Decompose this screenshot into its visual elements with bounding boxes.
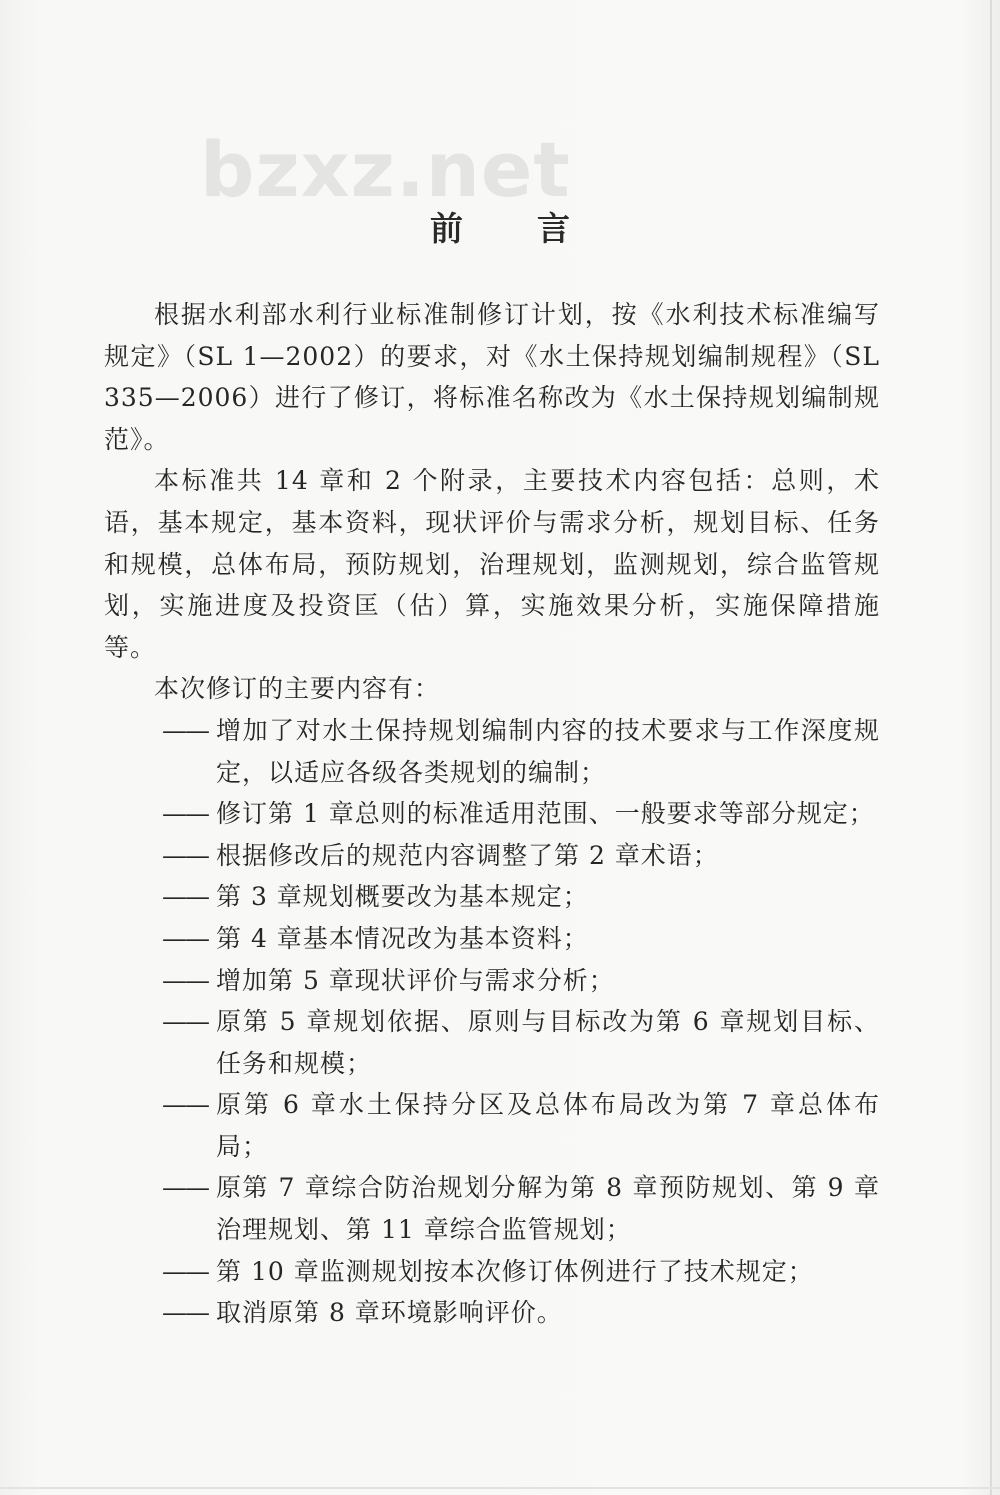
dash-marker: —— [162, 965, 208, 995]
list-item [104, 835, 880, 877]
list-item-text: 修订第 1 章总则的标准适用范围、一般要求等部分规定； [216, 799, 875, 829]
list-item [104, 1292, 880, 1334]
paragraph-revision-basis: 根据水利部水利行业标准制修订计划，按《水利技术标准编写规定》（SL 1—2002）的要求，对《水土保持规划编制规程》（SL 335—2006）进行了修订，将标准名称改为《水土保持规划编制规范》。 [104, 300, 880, 454]
list-item [104, 1167, 880, 1250]
list-item-text: 增加了对水土保持规划编制内容的技术要求与工作深度规定，以适应各级各类规划的编制； [216, 715, 880, 787]
page-edge-bottom [0, 1487, 1000, 1489]
dash-marker: —— [162, 799, 208, 829]
page-title: 前言 [430, 209, 644, 249]
list-item [104, 1084, 880, 1167]
list-item [104, 1251, 880, 1293]
dash-marker: —— [162, 923, 208, 953]
dash-marker: —— [162, 715, 208, 745]
list-item [104, 876, 880, 918]
list-item [104, 960, 880, 1002]
list-item-text: 第 4 章基本情况改为基本资料； [216, 923, 589, 953]
watermark: bzxz.net [200, 125, 571, 214]
dash-marker: —— [162, 840, 208, 870]
dash-marker: —— [162, 1298, 208, 1328]
list-item [104, 918, 880, 960]
list-item [104, 1001, 880, 1084]
list-item-text: 取消原第 8 章环境影响评价。 [216, 1298, 563, 1328]
list-item [104, 793, 880, 835]
list-item-text: 根据修改后的规范内容调整了第 2 章术语； [216, 840, 719, 870]
dash-marker: —— [162, 1090, 208, 1120]
changes-intro: 本次修订的主要内容有： [154, 674, 441, 704]
list-item [104, 710, 880, 793]
dash-marker: —— [162, 1256, 208, 1286]
list-item-text: 增加第 5 章现状评价与需求分析； [216, 965, 615, 995]
dash-marker: —— [162, 882, 208, 912]
changes-list [104, 710, 880, 1334]
list-item-text: 第 3 章规划概要改为基本规定； [216, 882, 589, 912]
list-item-text: 原第 5 章规划依据、原则与目标改为第 6 章规划目标、任务和规模； [216, 1007, 880, 1078]
list-item-text: 原第 7 章综合防治规划分解为第 8 章预防规划、第 9 章治理规划、第 11 章综合监管规划； [216, 1173, 880, 1245]
list-item-text: 第 10 章监测规划按本次修订体例进行了技术规定； [216, 1256, 814, 1286]
list-item-text: 原第 6 章水土保持分区及总体布局改为第 7 章总体布局； [216, 1090, 880, 1161]
dash-marker: —— [162, 1007, 208, 1037]
body-text [104, 294, 880, 1334]
paragraph-contents-summary: 本标准共 14 章和 2 个附录，主要技术内容包括：总则，术语，基本规定，基本资料，现状评价与需求分析，规划目标、任务和规模，总体布局，预防规划，治理规划，监测规划，综合监管规划，实施进度及投资匡（估）算，实施效果分析，实施保障措施等。 [104, 466, 880, 662]
dash-marker: —— [162, 1173, 208, 1203]
